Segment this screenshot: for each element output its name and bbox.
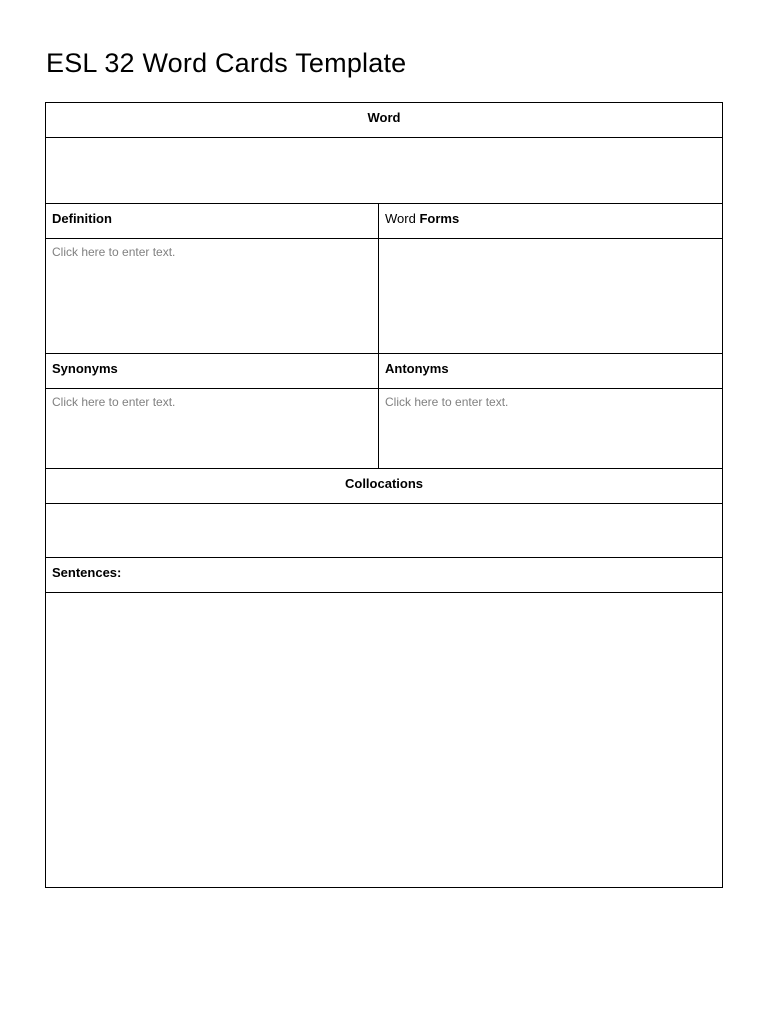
word-header-label: Word xyxy=(367,110,401,125)
definition-header-cell xyxy=(46,204,379,238)
word-forms-header-suffix: Forms xyxy=(415,211,460,226)
word-forms-header-prefix: Word xyxy=(385,211,416,226)
antonyms-header-cell xyxy=(379,354,722,388)
definition-forms-header-row xyxy=(46,204,722,239)
collocations-entry-row xyxy=(46,504,722,558)
word-header-cell xyxy=(46,103,722,137)
word-forms-entry-cell[interactable] xyxy=(379,239,722,353)
definition-entry-cell[interactable] xyxy=(46,239,379,353)
word-forms-header-cell xyxy=(379,204,722,238)
word-forms-header-label xyxy=(385,211,459,226)
sentences-entry-cell[interactable] xyxy=(46,593,722,887)
sentences-header-cell xyxy=(46,558,722,592)
collocations-header-label: Collocations xyxy=(344,476,423,491)
definition-placeholder[interactable]: Click here to enter text. xyxy=(52,245,176,259)
synonyms-entry-cell[interactable] xyxy=(46,389,379,468)
synonyms-placeholder[interactable]: Click here to enter text. xyxy=(52,395,176,409)
word-header-row xyxy=(46,103,722,138)
document-title: ESL 32 Word Cards Template xyxy=(46,48,407,78)
word-entry-cell[interactable] xyxy=(46,138,722,203)
word-entry-row xyxy=(46,138,722,204)
antonyms-entry-cell[interactable] xyxy=(379,389,722,468)
collocations-header-row xyxy=(46,469,722,504)
synonyms-header-label: Synonyms xyxy=(52,361,118,376)
definition-forms-entry-row xyxy=(46,239,722,354)
word-card-table xyxy=(45,102,723,888)
synonyms-antonyms-entry-row xyxy=(46,389,722,469)
synonyms-antonyms-header-row xyxy=(46,354,722,389)
collocations-entry-cell[interactable] xyxy=(46,504,722,557)
sentences-header-row xyxy=(46,558,722,593)
sentences-header-label: Sentences: xyxy=(52,565,122,580)
antonyms-header-label: Antonyms xyxy=(385,361,449,376)
collocations-header-cell xyxy=(46,469,722,503)
synonyms-header-cell xyxy=(46,354,379,388)
antonyms-placeholder[interactable]: Click here to enter text. xyxy=(385,395,509,409)
sentences-entry-row xyxy=(46,593,722,887)
definition-header-label: Definition xyxy=(52,211,112,226)
